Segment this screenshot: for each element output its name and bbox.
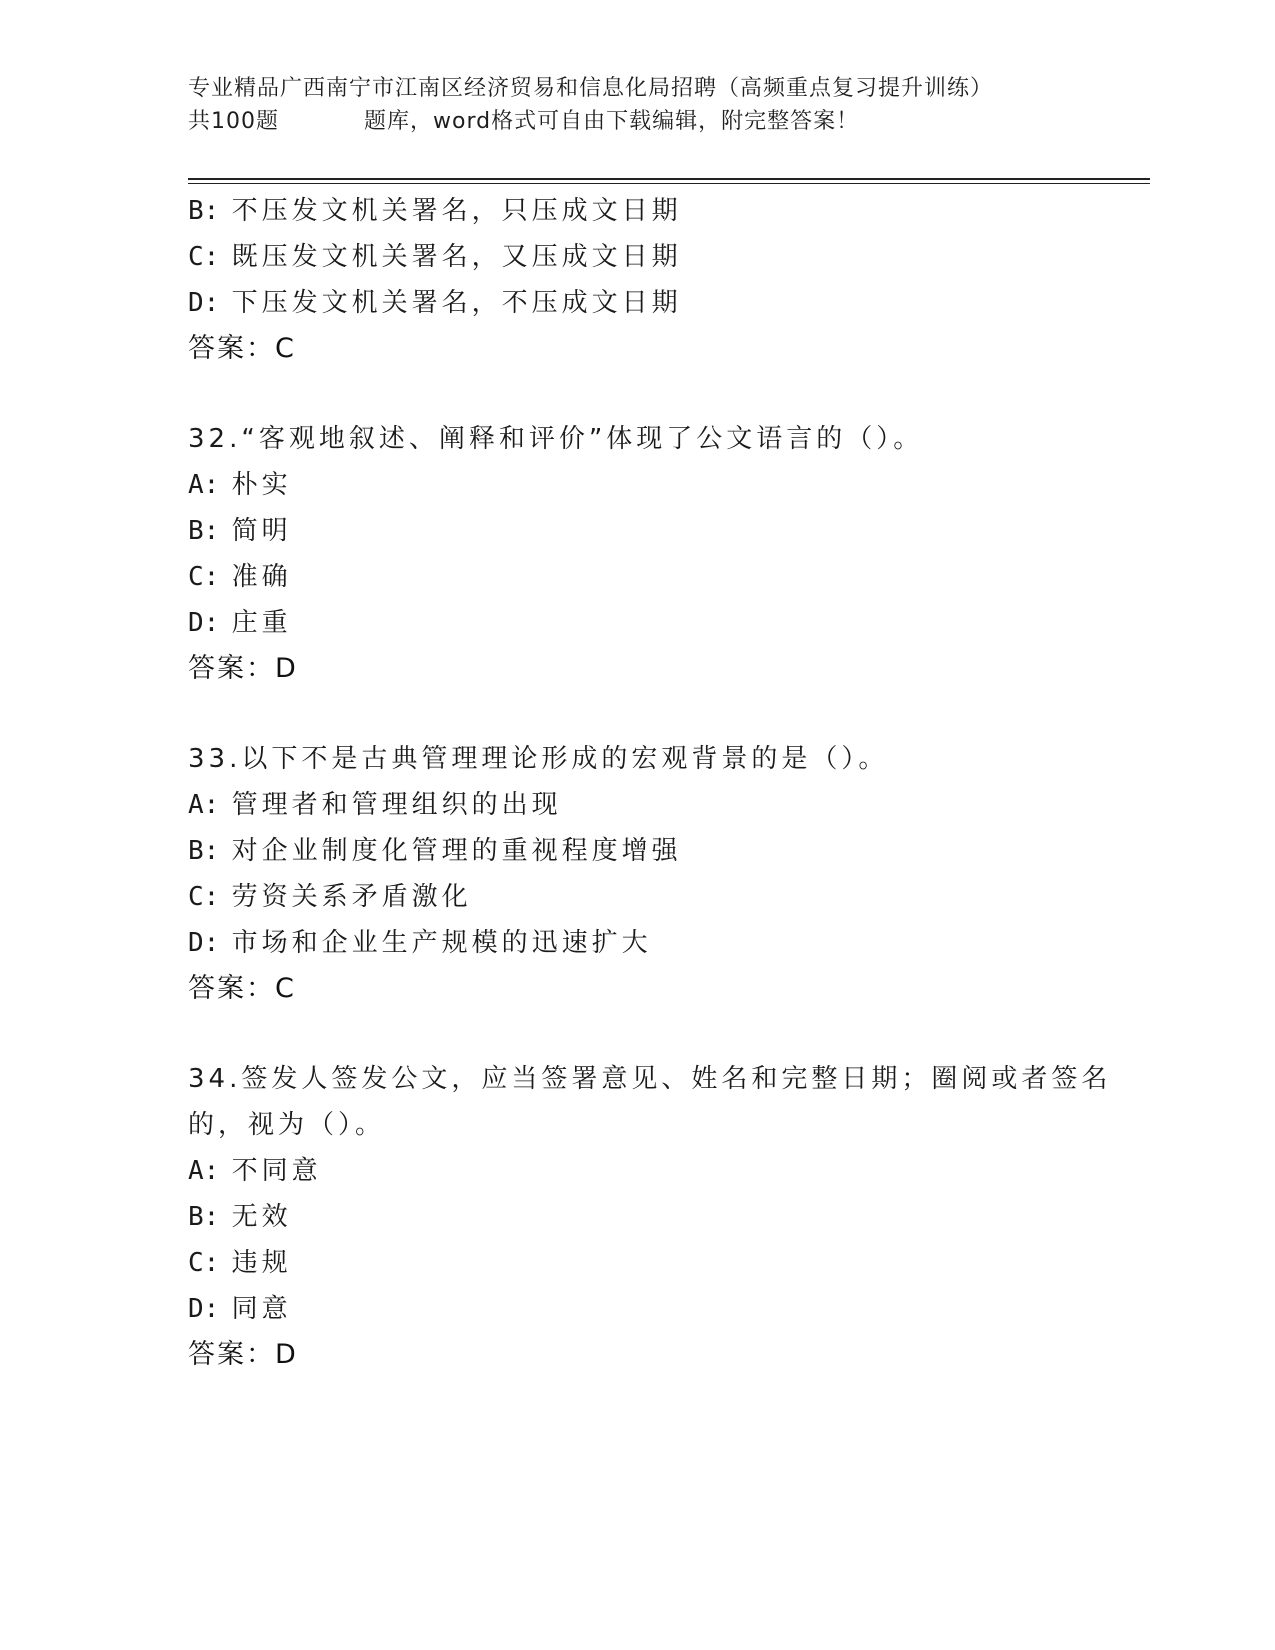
- option-text: 下压发文机关署名，不压成文日期: [231, 288, 682, 318]
- answer-line: 答案：C: [188, 333, 296, 364]
- option-a: [188, 782, 1088, 828]
- answer-line: 答案：C: [188, 973, 296, 1004]
- option-text: 同意: [231, 1294, 292, 1324]
- header-divider-thin: [188, 183, 1150, 184]
- header-divider-thick: [188, 178, 1150, 180]
- option-text: 不压发文机关署名，只压成文日期: [231, 196, 682, 226]
- option-text: 朴实: [231, 470, 292, 500]
- option-text: 准确: [231, 562, 292, 592]
- option-letter: C:: [188, 1248, 220, 1278]
- option-letter: B:: [188, 836, 220, 866]
- option-text: 既压发文机关署名，又压成文日期: [231, 242, 682, 272]
- question-stem: 32.“客观地叙述、阐释和评价”体现了公文语言的（）。: [188, 424, 924, 454]
- option-b: [188, 828, 1088, 874]
- question-spacer: [188, 372, 1088, 416]
- option-c: [188, 234, 1088, 280]
- option-letter: A:: [188, 470, 220, 500]
- question-block-33: [188, 736, 1088, 1012]
- option-letter: B:: [188, 1202, 220, 1232]
- option-letter: B:: [188, 516, 220, 546]
- option-letter: D:: [188, 288, 220, 318]
- question-block-31: [188, 188, 1088, 372]
- option-text: 庄重: [231, 608, 292, 638]
- question-spacer: [188, 1012, 1088, 1056]
- option-text: 对企业制度化管理的重视程度增强: [231, 836, 682, 866]
- answer-line: 答案：D: [188, 1339, 298, 1370]
- option-text: 市场和企业生产规模的迅速扩大: [231, 928, 652, 958]
- option-text: 简明: [231, 516, 292, 546]
- option-letter: C:: [188, 562, 220, 592]
- question-stem: 33.以下不是古典管理理论形成的宏观背景的是（）。: [188, 744, 889, 774]
- option-letter: D:: [188, 928, 220, 958]
- option-text: 不同意: [231, 1156, 322, 1186]
- option-a: [188, 1148, 1088, 1194]
- question-stem-continued: 的，视为（）。: [188, 1110, 386, 1140]
- option-b: [188, 188, 1088, 234]
- header-question-count: 共100题: [188, 109, 279, 134]
- header-description: 题库，word格式可自由下载编辑，附完整答案！: [364, 109, 860, 134]
- option-text: 管理者和管理组织的出现: [231, 790, 562, 820]
- option-c: [188, 874, 1088, 920]
- question-list: [188, 188, 1112, 1378]
- option-d: [188, 280, 1088, 326]
- option-c: [188, 554, 1088, 600]
- option-text: 无效: [231, 1202, 292, 1232]
- option-d: [188, 1286, 1088, 1332]
- document-header: [188, 72, 1088, 138]
- option-text: 劳资关系矛盾激化: [231, 882, 472, 912]
- option-letter: B:: [188, 196, 220, 226]
- option-letter: A:: [188, 790, 220, 820]
- question-stem: 34.签发人签发公文，应当签署意见、姓名和完整日期；圈阅或者签名: [188, 1064, 1112, 1094]
- option-letter: C:: [188, 882, 220, 912]
- option-letter: C:: [188, 242, 220, 272]
- option-b: [188, 1194, 1088, 1240]
- option-c: [188, 1240, 1088, 1286]
- header-subtitle-line: [188, 105, 1088, 138]
- answer-line: 答案：D: [188, 653, 298, 684]
- option-d: [188, 600, 1088, 646]
- question-block-32: [188, 416, 1088, 692]
- option-d: [188, 920, 1088, 966]
- question-spacer: [188, 692, 1088, 736]
- option-letter: A:: [188, 1156, 220, 1186]
- option-letter: D:: [188, 608, 220, 638]
- question-block-34: [188, 1056, 1112, 1378]
- option-a: [188, 462, 1088, 508]
- option-letter: D:: [188, 1294, 220, 1324]
- option-b: [188, 508, 1088, 554]
- header-title-line: 专业精品广西南宁市江南区经济贸易和信息化局招聘（高频重点复习提升训练）: [188, 76, 994, 101]
- option-text: 违规: [231, 1248, 292, 1278]
